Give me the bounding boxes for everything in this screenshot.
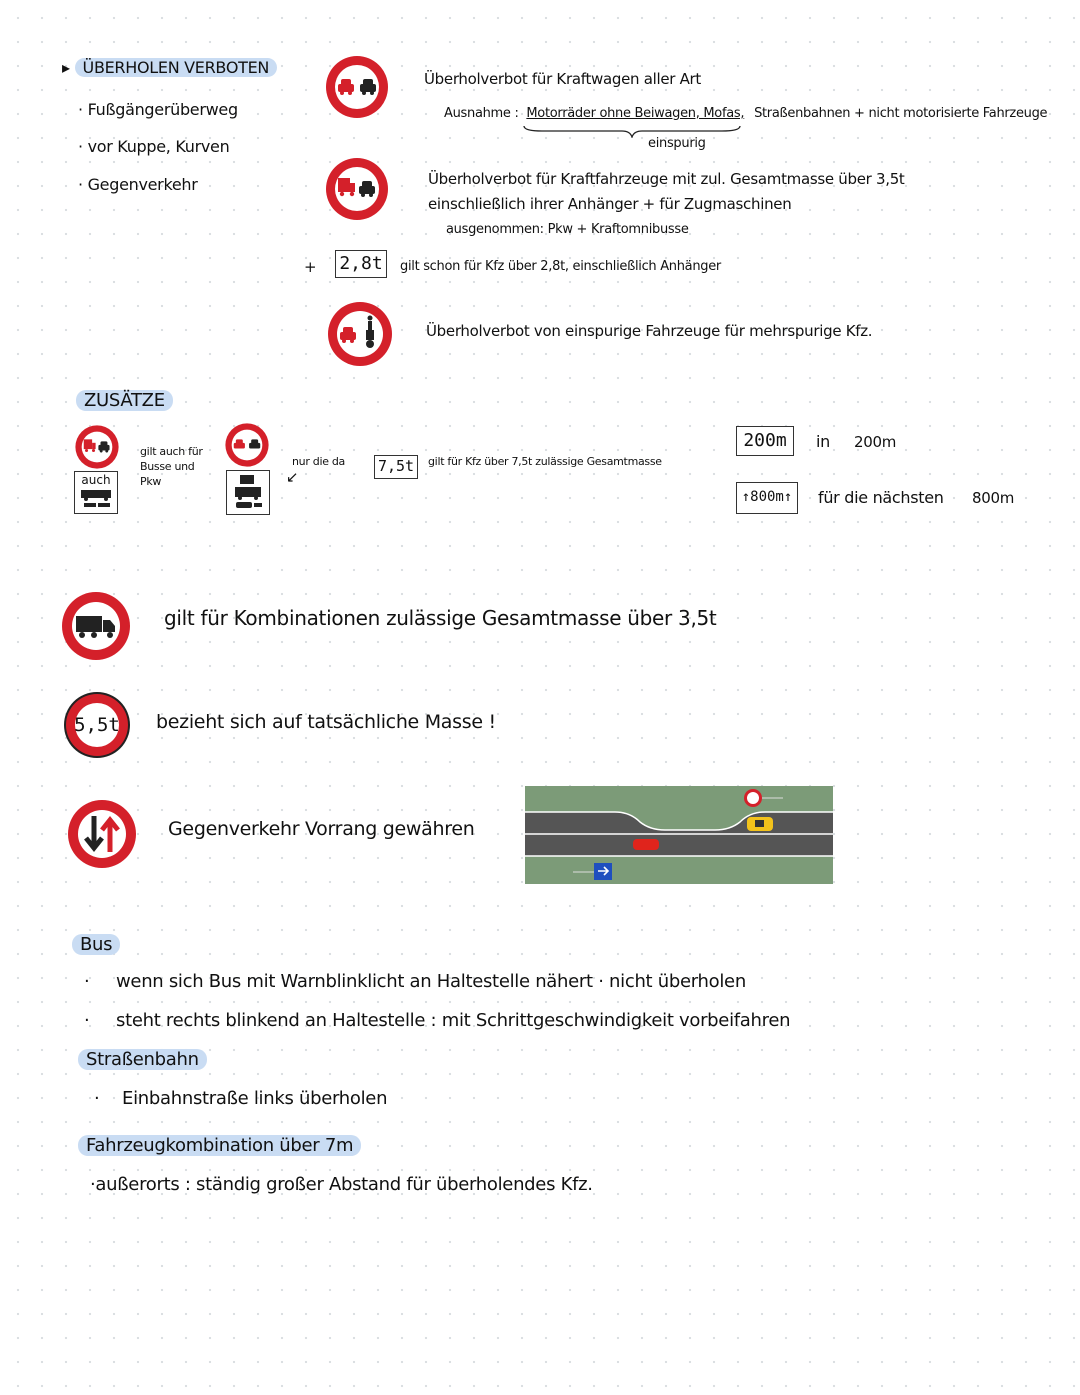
no-overtaking-motorcycles-icon — [326, 300, 394, 368]
road-scene-image — [525, 786, 833, 884]
tram-title: Straßenbahn — [78, 1049, 207, 1070]
list-item: · Fußgängerüberweg — [78, 100, 238, 119]
sign2-line2: einschließlich ihrer Anhänger + für Zugmaschinen — [428, 195, 792, 213]
sign1-title: Überholverbot für Kraftwagen aller Art — [424, 70, 702, 88]
list-item: ·außerorts : ständig großer Abstand für überholendes Kfz. — [90, 1174, 593, 1195]
zusaetze-note3: gilt für Kfz über 7,5t zulässige Gesamtmasse — [428, 455, 662, 468]
bus-title: Bus — [72, 934, 120, 955]
section-heading — [62, 58, 277, 77]
mass-plate-text: 5,5t — [74, 714, 120, 736]
oncoming-sign-text: Gegenverkehr Vorrang gewähren — [168, 818, 475, 840]
brace-label: einspurig — [648, 136, 706, 151]
truck-sign-text: gilt für Kombinationen zulässige Gesamtmasse über 3,5t — [164, 606, 717, 630]
in-word: in — [816, 432, 830, 451]
weight-plate: 2,8t — [335, 250, 387, 278]
weight-plate-75: 7,5t — [374, 455, 418, 479]
distance-plate-800: ↑800m↑ — [736, 482, 798, 514]
sign1-exception: Ausnahme : Motorräder ohne Beiwagen, Mofas, Straßenbahnen + nicht motorisierte Fahrzeuge — [444, 106, 1048, 121]
distance-plate-200: 200m — [736, 426, 794, 456]
truck-overtaking-ban-icon — [74, 424, 120, 470]
auch-plate: auch — [74, 471, 118, 514]
list-item: · steht rechts blinkend an Haltestelle : mit Schrittgeschwindigkeit vorbeifahren — [84, 1010, 791, 1031]
next-text: für die nächsten — [818, 488, 944, 507]
no-overtaking-sign-icon — [324, 54, 390, 120]
heading-title: ÜBERHOLEN VERBOTEN — [75, 58, 278, 77]
arrow-up-icon: ↑ — [783, 489, 793, 505]
zusaetze-note1: gilt auch für Busse und Pkw — [140, 445, 203, 488]
in-value: 200m — [854, 433, 897, 451]
priority-oncoming-icon — [66, 798, 138, 870]
bus-plate — [226, 470, 270, 515]
no-overtaking-sign-icon — [224, 422, 270, 468]
list-item: · vor Kuppe, Kurven — [78, 137, 230, 156]
zusaetze-note2: nur die da — [292, 455, 345, 468]
note2-arrow-icon: ↙ — [286, 468, 299, 486]
list-item: · Gegenverkehr — [78, 175, 198, 194]
truck-icon — [240, 475, 254, 484]
sign2-line3: ausgenommen: Pkw + Kraftomnibusse — [446, 222, 689, 237]
combo-title: Fahrzeugkombination über 7m — [78, 1135, 361, 1156]
plus-mark: + — [304, 258, 317, 276]
sign2-line1: Überholverbot für Kraftfahrzeuge mit zul. Gesamtmasse über 3,5t — [428, 170, 905, 188]
truck-overtaking-ban-icon — [324, 156, 390, 222]
arrow-up-icon: ↑ — [741, 489, 751, 505]
plus-row-text: gilt schon für Kfz über 2,8t, einschließlich Anhänger — [400, 259, 721, 274]
truck-overtaking-sign-icon — [60, 590, 132, 662]
next-value: 800m — [972, 489, 1015, 507]
mass-sign-text: bezieht sich auf tatsächliche Masse ! — [156, 711, 496, 733]
heading-arrow-icon: ▸ — [62, 58, 70, 77]
list-item: · wenn sich Bus mit Warnblinklicht an Haltestelle nähert · nicht überholen — [84, 971, 746, 992]
zusaetze-title: ZUSÄTZE — [76, 390, 173, 411]
bus-icon — [235, 487, 261, 497]
brace-mark — [522, 124, 742, 138]
sign3-text: Überholverbot von einspurige Fahrzeuge für mehrspurige Kfz. — [426, 322, 873, 340]
list-item: · Einbahnstraße links überholen — [94, 1088, 388, 1109]
